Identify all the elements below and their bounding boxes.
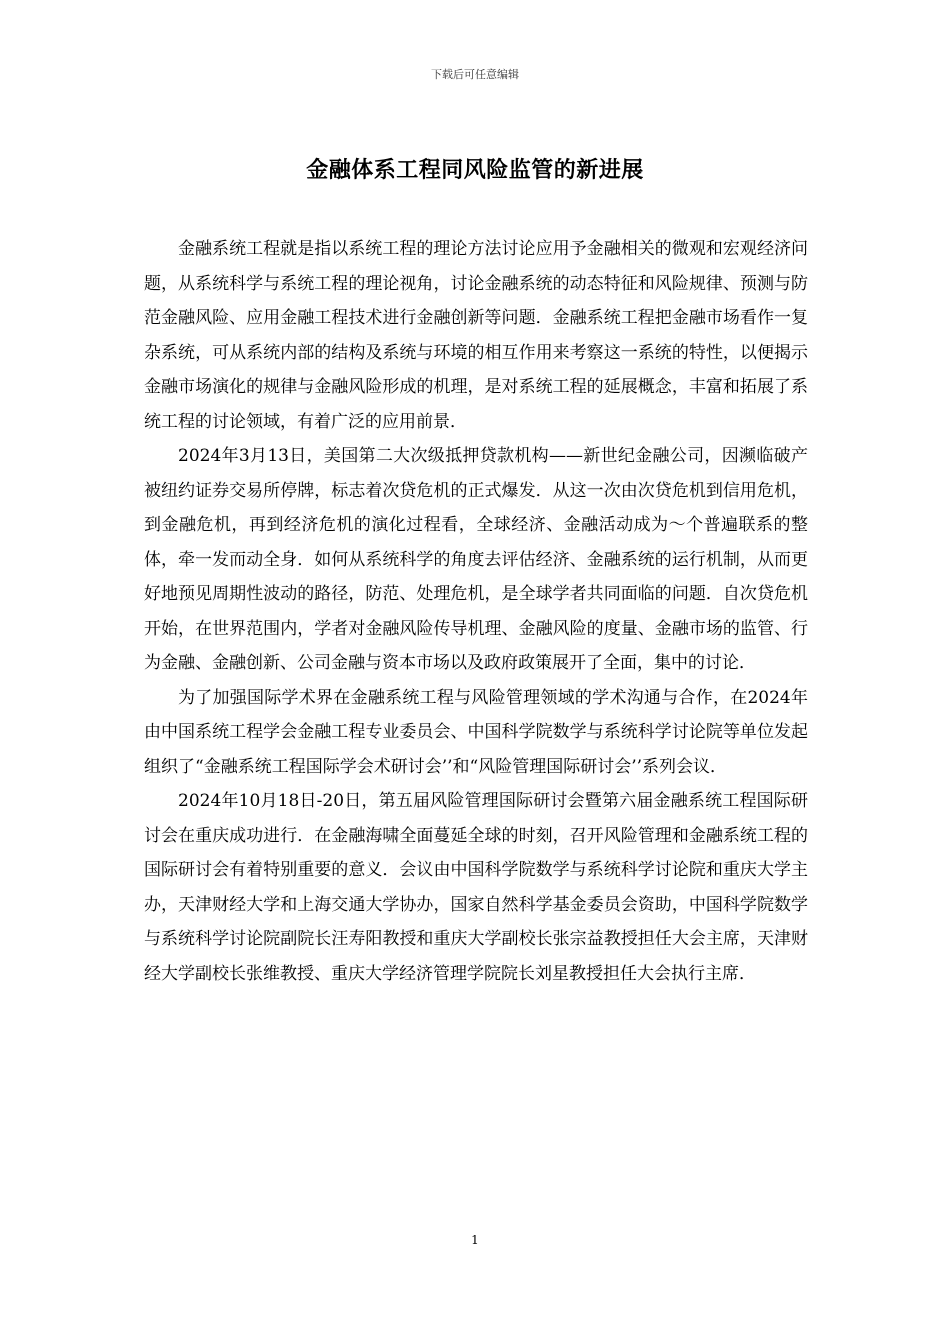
paragraph-4: 2024年10月18日-20日，第五届风险管理国际研讨会暨第六届金融系统工程国际研讨会在重庆成功进行．在金融海啸全面蔓延全球的时刻，召开风险管理和金融系统工程的国际研讨会有着特别重要的意义．会议由中国科学院数学与系统科学讨论院和重庆大学主办，天津财经大学和上海交通大学协办，国家自然科学基金委员会资助，中国科学院数学与系统科学讨论院副院长汪寿阳教授和重庆大学副校长张宗益教授担任大会主席，天津财经大学副校长张维教授、重庆大学经济管理学院院长刘星教授担任大会执行主席． xyxy=(144,791,808,984)
paragraph-1: 金融系统工程就是指以系统工程的理论方法讨论应用予金融相关的微观和宏观经济问题，从系统科学与系统工程的理论视角，讨论金融系统的动态特征和风险规律、预测与防范金融风险、应用金融工程技术进行金融创新等问题．金融系统工程把金融市场看作一复杂系统，可从系统内部的结构及系统与环境的相互作用来考察这一系统的特性，以便揭示金融市场演化的规律与金融风险形成的机理，是对系统工程的延展概念，丰富和拓展了系统工程的讨论领域，有着广泛的应用前景． xyxy=(144,239,808,432)
document-body xyxy=(144,232,808,991)
paragraph-3: 为了加强国际学术界在金融系统工程与风险管理领域的学术沟通与合作，在2024年由中国系统工程学会金融工程专业委员会、中国科学院数学与系统科学讨论院等单位发起组织了“金融系统工程国际学会术研讨会’’和“风险管理国际研讨会’’系列会议． xyxy=(144,687,808,777)
page-number: 1 xyxy=(471,1233,479,1247)
page-header-note: 下载后可任意编辑 xyxy=(431,68,519,81)
document-title: 金融体系工程同风险监管的新进展 xyxy=(306,158,644,183)
paragraph-2: 2024年3月13日，美国第二大次级抵押贷款机构——新世纪金融公司，因濒临破产被纽约证券交易所停牌，标志着次贷危机的正式爆发．从这一次由次贷危机到信用危机，到金融危机，再到经济危机的演化过程看，全球经济、金融活动成为～个普遍联系的整体，牵一发而动全身．如何从系统科学的角度去评估经济、金融系统的运行机制，从而更好地预见周期性波动的路径，防范、处理危机，是全球学者共同面临的问题．自次贷危机开始，在世界范围内，学者对金融风险传导机理、金融风险的度量、金融市场的监管、行为金融、金融创新、公司金融与资本市场以及政府政策展开了全面，集中的讨论． xyxy=(144,446,808,673)
